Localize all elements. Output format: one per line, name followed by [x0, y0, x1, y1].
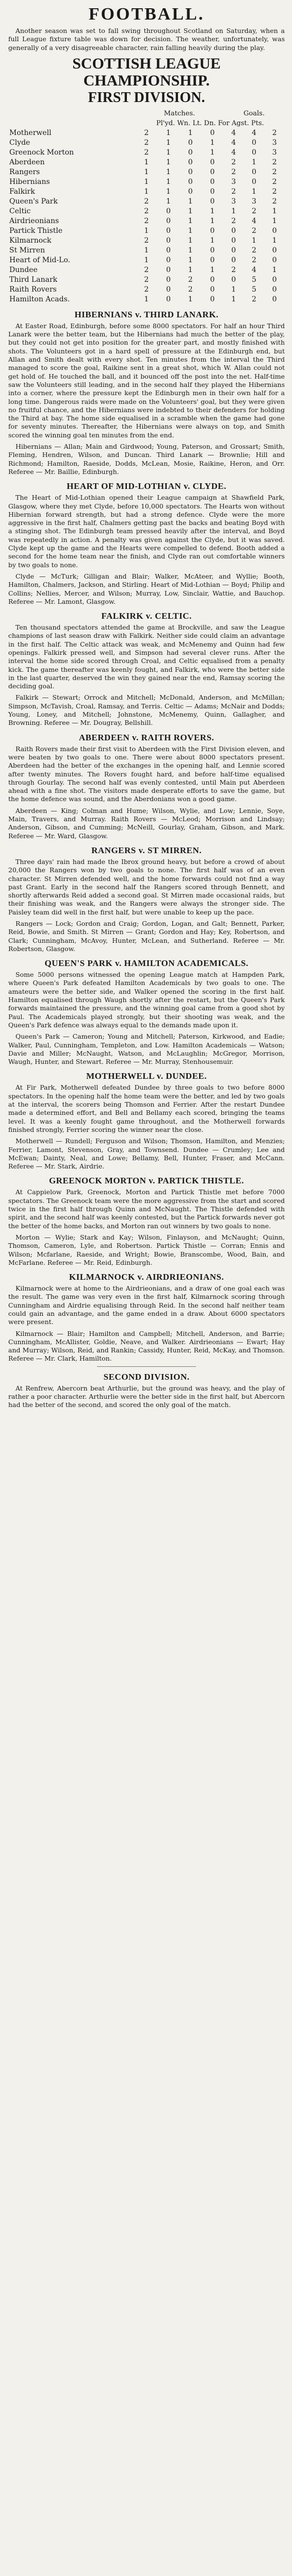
stat-d: 1	[210, 148, 215, 157]
match-paragraph: Morton — Wylie; Stark and Kay; Wilson, Finlayson, and McNaught; Quinn, Thomson, Cameron, Lyle, and Robertson. Partick Thistle — Corran; Ennis and Wilson; Mcfarlane, Raeside, and Wright; Bowie, Branscombe, Wood, Bain, and McFarlane. Referee — Mr. Reid, Edinburgh.	[8, 1233, 285, 1266]
team-name: Hibernians	[9, 177, 50, 186]
match-paragraph: Kilmarnock were at home to the Airdrieonians, and a draw of one goal each was the result. The game was very even in the first half, Kilmarnock scoring through Cunningham and Airdrie equalising through Reid. In the second half neither team could gain an advantage, and the game ended in a draw. About 6000 spectators were present.	[8, 1284, 285, 1326]
stat-f: 2	[231, 158, 236, 166]
stat-pl: 2	[144, 148, 149, 157]
match-heading: GREENOCK MORTON v. PARTICK THISTLE.	[48, 1176, 245, 1186]
stat-a: 0	[252, 167, 256, 176]
team-name: Kilmarnock	[9, 236, 52, 245]
stat-f: 2	[231, 187, 236, 196]
match-paragraph: Rangers — Lock; Gordon and Craig; Gordon, Logan, and Galt; Bennett, Parker, Reid, Bowie, and Smith. St Mirren — Grant; Gordon and Hay; Key, Robertson, and Clark; Cunningham, McAvoy, Hunter, McLean, and Sutherland. Referee — Mr. Robertson, Glasgow.	[8, 920, 285, 953]
stat-w: 0	[166, 265, 171, 274]
stat-pl: 1	[144, 167, 149, 176]
stat-w: 1	[166, 177, 171, 186]
stat-w: 0	[166, 256, 171, 264]
stat-w: 0	[166, 207, 171, 215]
stat-w: 0	[166, 226, 171, 235]
table-row	[8, 256, 285, 265]
match-heading: QUEEN'S PARK v. HAMILTON ACADEMICALS.	[44, 958, 249, 969]
stat-a: 1	[252, 187, 256, 196]
team-name: Dundee	[9, 265, 38, 274]
team-name: St Mirren	[9, 246, 45, 255]
stat-a: 1	[252, 158, 256, 166]
stat-p: 0	[272, 275, 277, 284]
stat-w: 1	[166, 167, 171, 176]
stat-f: 0	[231, 275, 236, 284]
stat-p: 2	[272, 128, 277, 137]
team-name: Partick Thistle	[9, 226, 63, 235]
stat-p: 0	[272, 295, 277, 303]
match-paragraph: At Cappielow Park, Greenock, Morton and Partick Thistle met before 7000 spectators. The Greenock team were the more aggressive from the start and scored twice in the first half through Quinn and McNaught. The Thistle defended with spirit, and the second half was keenly contested, but the Partick forwards never got the better of the home backs, and Morton ran out winners by two goals to none.	[8, 1188, 285, 1230]
match-heading: HEART OF MID-LOTHIAN v. CLYDE.	[67, 481, 226, 492]
team-name: Airdrieonians	[9, 216, 59, 225]
stat-pl: 2	[144, 128, 149, 137]
stat-a: 2	[252, 295, 256, 303]
stat-p: 1	[272, 236, 277, 245]
stat-p: 1	[272, 216, 277, 225]
stat-pl: 2	[144, 285, 149, 294]
stat-l: 2	[188, 285, 193, 294]
championship-title: SCOTTISH LEAGUE CHAMPIONSHIP.	[72, 55, 221, 89]
col-matches-header: Matches.	[164, 109, 196, 117]
stat-w: 0	[166, 236, 171, 245]
stat-pl: 1	[144, 177, 149, 186]
stat-pl: 1	[144, 295, 149, 303]
stat-l: 1	[188, 236, 193, 245]
match-paragraph: Hibernians — Allan; Main and Girdwood; Young, Paterson, and Grossart; Smith, Fleming, Hendren, Wilson, and Duncan. Third Lanark — Brownlie; Hill and Richmond; Hamilton, Raeside, Dodds, McLean, Mosie, Raikine, Heron, and Orr. Referee — Mr. Baillie, Edinburgh.	[8, 443, 285, 476]
stat-a: 4	[252, 216, 256, 225]
stat-d: 0	[210, 167, 215, 176]
league-table-group-header	[8, 109, 285, 118]
table-row	[8, 187, 285, 197]
stat-a: 5	[252, 285, 256, 294]
stat-p: 0	[272, 285, 277, 294]
stat-f: 2	[231, 216, 236, 225]
table-row	[8, 265, 285, 275]
second-division-paragraph: At Renfrew, Abercorn beat Arthurlie, but the ground was heavy, and the play of rather a poor character. Arthurlie were the better side in the first half, but Abercorn had the better of the second, and scored the only goal of the match.	[8, 1384, 285, 1409]
match-paragraph: Some 5000 persons witnessed the opening League match at Hampden Park, where Queen's Park defeated Hamilton Academicals by two goals to one. The amateurs were the better side, and Walker opened the scoring in the first half. Hamilton equalised through Waugh shortly after the restart, but the Queen's Park forwards maintained the pressure, and the winning goal came from a good shot by Paul. The Academicals played strongly, but their shooting was weak, and the Queen's Park defence was always equal to the demands made upon it.	[8, 971, 285, 1029]
stat-f: 4	[231, 138, 236, 147]
stat-l: 0	[188, 138, 193, 147]
stat-f: 4	[231, 148, 236, 157]
team-name: Falkirk	[9, 187, 35, 196]
stat-l: 0	[188, 177, 193, 186]
stat-pl: 1	[144, 226, 149, 235]
stat-pl: 1	[144, 246, 149, 255]
stat-l: 1	[188, 216, 193, 225]
stat-d: 0	[210, 285, 215, 294]
team-name: Rangers	[9, 167, 40, 176]
stat-w: 1	[166, 187, 171, 196]
stat-w: 0	[166, 246, 171, 255]
match-heading: FALKIRK v. CELTIC.	[101, 611, 192, 621]
team-name: Hamilton Acads.	[9, 295, 70, 303]
table-row	[8, 226, 285, 236]
stat-d: 0	[210, 187, 215, 196]
team-name: Celtic	[9, 207, 31, 215]
section-rule	[97, 1366, 197, 1367]
stat-pl: 2	[144, 207, 149, 215]
match-paragraph: At Fir Park, Motherwell defeated Dundee by three goals to two before 8000 spectators. In the opening half the home team were the better, and led by two goals at the interval, the scorers being Thomson and Ferrier. After the restart Dundee made a determined effort, and Bell and Bellamy each scored, bringing the teams level. It was a keenly fought game throughout, and the Motherwell forwards finished strongly, Ferrier scoring the winner near the close.	[8, 1083, 285, 1133]
second-division-reports	[8, 1384, 285, 1410]
stat-w: 1	[166, 158, 171, 166]
stat-f: 0	[231, 236, 236, 245]
stat-a: 0	[252, 148, 256, 157]
col-heads: Pl'yd. Wn. Lt. Dn. For Agst. Pts.	[156, 119, 264, 127]
match-paragraph: Queen's Park — Cameron; Young and Mitchell; Paterson, Kirkwood, and Eadie; Walker, Paul, Cunningham, Templeton, and Low. Hamilton Academicals — Watson; Davie and Miller; McNaught, Watson, and McLaughlin; McGregor, Morrison, Waugh, Hunter, and Stewart. Referee — Mr. Murray, Stenhousemuir.	[8, 1032, 285, 1066]
stat-a: 2	[252, 256, 256, 264]
stat-a: 3	[252, 197, 256, 206]
match-paragraph: Falkirk — Stewart; Orrock and Mitchell; McDonald, Anderson, and McMillan; Simpson, McTavish, Croal, Ramsay, and Terris. Celtic — Adams; McNair and Dodds; Young, Loney, and Mitchell; Johnstone, McMenemy, Quinn, Gallagher, and Browning. Referee — Mr. Dougray, Bellshill.	[8, 693, 285, 727]
division-title: FIRST DIVISION.	[88, 89, 205, 106]
table-row	[8, 207, 285, 216]
stat-f: 3	[231, 197, 236, 206]
stat-l: 1	[188, 207, 193, 215]
team-name: Greenock Morton	[9, 148, 74, 157]
stat-l: 0	[188, 158, 193, 166]
stat-a: 0	[252, 138, 256, 147]
match-heading: KILMARNOCK v. AIRDRIEONIANS.	[69, 1272, 224, 1282]
table-row	[8, 295, 285, 304]
stat-p: 2	[272, 187, 277, 196]
match-heading: ABERDEEN v. RAITH ROVERS.	[78, 732, 215, 742]
stat-w: 1	[166, 138, 171, 147]
stat-l: 1	[188, 128, 193, 137]
league-table-column-header	[8, 118, 285, 128]
stat-w: 0	[166, 295, 171, 303]
match-heading: RANGERS v. ST MIRREN.	[91, 845, 202, 855]
stat-p: 0	[272, 256, 277, 264]
stat-l: 1	[188, 226, 193, 235]
stat-pl: 2	[144, 216, 149, 225]
stat-p: 0	[272, 226, 277, 235]
stat-l: 1	[188, 256, 193, 264]
stat-l: 0	[188, 187, 193, 196]
stat-f: 3	[231, 177, 236, 186]
stat-p: 2	[272, 158, 277, 166]
table-row	[8, 275, 285, 285]
stat-d: 0	[210, 256, 215, 264]
stat-pl: 1	[144, 187, 149, 196]
stat-pl: 2	[144, 275, 149, 284]
stat-l: 0	[188, 167, 193, 176]
match-paragraph: Kilmarnock — Blair; Hamilton and Campbell; Mitchell, Anderson, and Barrie; Cunningham, McAllister, Goldie, Neave, and Walker. Airdrieonians — Ewart; Hay and Murray; Wilson, Reid, and Rankin; Cassidy, Hunter, Reid, McKay, and Thomson. Referee — Mr. Clark, Hamilton.	[8, 1329, 285, 1363]
stat-pl: 2	[144, 265, 149, 274]
stat-d: 0	[210, 246, 215, 255]
table-row	[8, 246, 285, 256]
col-goals-header: Goals.	[244, 109, 265, 117]
stat-l: 1	[188, 246, 193, 255]
stat-d: 1	[210, 265, 215, 274]
stat-f: 2	[231, 167, 236, 176]
stat-d: 1	[210, 236, 215, 245]
stat-p: 1	[272, 265, 277, 274]
stat-f: 0	[231, 256, 236, 264]
stat-f: 4	[231, 128, 236, 137]
team-name: Aberdeen	[9, 158, 45, 166]
stat-l: 1	[188, 295, 193, 303]
stat-a: 4	[252, 265, 256, 274]
stat-p: 2	[272, 167, 277, 176]
table-row	[8, 197, 285, 207]
stat-a: 5	[252, 275, 256, 284]
team-name: Queen's Park	[9, 197, 58, 206]
team-name: Raith Rovers	[9, 285, 57, 294]
stat-f: 1	[231, 207, 236, 215]
stat-f: 1	[231, 295, 236, 303]
stat-d: 0	[210, 158, 215, 166]
stat-w: 0	[166, 275, 171, 284]
stat-w: 1	[166, 197, 171, 206]
match-paragraph: Three days' rain had made the Ibrox ground heavy, but before a crowd of about 20,000 the Rangers won by two goals to none. The first half was of an even character. St Mirren defended well, and the home forwards could not find a way past Grant. Early in the second half the Rangers scored through Bennett, and shortly afterwards Reid added a second goal. St Mirren made occasional raids, but their finishing was weak, and the Rangers were always the stronger side. The Paisley team did well in the first half, but were unable to keep up the pace.	[8, 857, 285, 916]
stat-l: 2	[188, 275, 193, 284]
stat-pl: 2	[144, 138, 149, 147]
table-row	[8, 167, 285, 177]
stat-p: 0	[272, 246, 277, 255]
stat-d: 1	[210, 138, 215, 147]
table-row	[8, 285, 285, 295]
stat-pl: 1	[144, 256, 149, 264]
table-row	[8, 158, 285, 167]
stat-d: 1	[210, 207, 215, 215]
stat-a: 0	[252, 177, 256, 186]
stat-p: 3	[272, 148, 277, 157]
stat-w: 0	[166, 216, 171, 225]
match-paragraph: Motherwell — Rundell; Ferguson and Wilson; Thomson, Hamilton, and Menzies; Ferrier, Lamont, Stevenson, Gray, and Townsend. Dundee — Crumley; Lee and McEwan; Dainty, Neal, and Lowe; Bellamy, Bell, Hunter, Fraser, and McCann. Referee — Mr. Stark, Airdrie.	[8, 1137, 285, 1171]
stat-f: 2	[231, 265, 236, 274]
match-heading: HIBERNIANS v. THIRD LANARK.	[74, 309, 219, 319]
second-division-heading: SECOND DIVISION.	[103, 1371, 190, 1382]
stat-d: 0	[210, 226, 215, 235]
stat-pl: 1	[144, 158, 149, 166]
match-reports	[8, 310, 285, 1363]
stat-l: 1	[188, 197, 193, 206]
table-row	[8, 236, 285, 246]
match-paragraph: The Heart of Mid-Lothian opened their League campaign at Shawfield Park, Glasgow, where they met Clyde, before 10,000 spectators. The Hearts won without Hibernian forward strength, but had a strong defence. Clyde were the more aggressive in the first half, Chalmers getting past the backs and beating Boyd with a stinging shot. The Edinburgh team pressed heavily after the interval, and Boyd was repeatedly in action. A penalty was given against the Clyde, but it was saved. Clyde kept up the game and the Hearts were compelled to defend. Booth added a second for the home team near the finish, and Clyde ran out comfortable winners by two goals to none.	[8, 494, 285, 569]
stat-a: 2	[252, 246, 256, 255]
table-row	[8, 128, 285, 138]
stat-f: 0	[231, 246, 236, 255]
stat-p: 2	[272, 177, 277, 186]
stat-f: 0	[231, 226, 236, 235]
stat-d: 1	[210, 216, 215, 225]
stat-w: 0	[166, 285, 171, 294]
match-heading: MOTHERWELL v. DUNDEE.	[86, 1071, 207, 1081]
stat-p: 2	[272, 197, 277, 206]
stat-d: 0	[210, 275, 215, 284]
league-table	[8, 109, 285, 304]
team-name: Third Lanark	[9, 275, 58, 284]
stat-a: 1	[252, 236, 256, 245]
table-row	[8, 177, 285, 187]
stat-pl: 2	[144, 197, 149, 206]
stat-a: 2	[252, 207, 256, 215]
stat-d: 0	[210, 128, 215, 137]
table-row	[8, 148, 285, 158]
stat-l: 0	[188, 148, 193, 157]
table-row	[8, 138, 285, 148]
stat-f: 1	[231, 285, 236, 294]
team-name: Clyde	[9, 138, 30, 147]
team-name: Motherwell	[9, 128, 52, 137]
table-row	[8, 216, 285, 226]
stat-l: 1	[188, 265, 193, 274]
stat-d: 0	[210, 177, 215, 186]
match-paragraph: Clyde — McTurk; Gilligan and Blair; Walker, McAteer, and Wyllie; Booth, Hamilton, Chalmers, Jackson, and Stirling. Heart of Mid-Lothian — Boyd; Philip and Collins; Nellies, Mercer, and Wilson; Murray, Low, Sinclair, Wattie, and Bauchop. Referee — Mr. Lamont, Glasgow.	[8, 572, 285, 605]
stat-a: 2	[252, 226, 256, 235]
stat-a: 4	[252, 128, 256, 137]
stat-w: 1	[166, 128, 171, 137]
team-name: Heart of Mid-Lo.	[9, 256, 71, 264]
page-heading: FOOTBALL.	[88, 5, 205, 24]
stat-d: 0	[210, 295, 215, 303]
intro-paragraph: Another season was set to fall swing throughout Scotland on Saturday, when a full League fixture table was down for decision. The weather, unfortunately, was generally of a very disagreeable character, rain falling heavily during the play.	[8, 27, 285, 52]
stat-pl: 2	[144, 236, 149, 245]
match-paragraph: At Easter Road, Edinburgh, before some 8000 spectators. For half an hour Third Lanark were the better team, but the Hibernians had much the better of the play, but they could not get into position for the greater part, and mostly finished with shots. The Volunteers got in a hard spell of pressure at the Edinburgh end, but Allan and Smith dealt with every shot. Ten minutes from the interval the Third managed to score the goal, Raikine sent in a great shot, which W. Allan could not get hold of. He touched the ball, and it bounced off the post into the net. Half-time saw the Volunteers still leading, and in the second half they played the Hibernians into a corner, where the pressure kept the Edinburgh men in their own half for a long time. Dangerous raids were made on the Volunteers' goal, but they were given no fruitful chance, and the Hibernians were indebted to their defenders for holding the Third at bay. The home side equalised in a scramble when the game had gone for seventy minutes. Thereafter, the Hibernians were always on top, and Smith scored the winning goal ten minutes from the end.	[8, 321, 285, 439]
match-paragraph: Raith Rovers made their first visit to Aberdeen with the First Division eleven, and were beaten by two goals to one. There were about 8000 spectators present. Aberdeen had the better of the exchanges in the opening half, and Lennie scored after twenty minutes. The Rovers fought hard, and before half-time equalised through Gourlay. The second half was evenly contested, until Main put Aberdeen ahead with a fine shot. The visitors made desperate efforts to save the game, but the home defence was sound, and the Aberdonians won a good game.	[8, 744, 285, 803]
match-paragraph: Aberdeen — King; Colman and Hume; Wilson, Wylie, and Low; Lennie, Soye, Main, Travers, and Murray. Raith Rovers — McLeod; Morrison and Lindsay; Anderson, Gibson, and Cumming; McNeill, Gourlay, Graham, Gibson, and Mark. Referee — Mr. Ward, Glasgow.	[8, 806, 285, 840]
stat-p: 1	[272, 207, 277, 215]
stat-p: 3	[272, 138, 277, 147]
stat-d: 0	[210, 197, 215, 206]
match-paragraph: Ten thousand spectators attended the game at Brockville, and saw the League champions of last season draw with Falkirk. Neither side could claim an advantage in the first half. The Celtic attack was weak, and McMenemy and Quinn had few openings. Falkirk pressed well, and Simpson had several clever runs. After the interval the home side scored through Croal, and Celtic equalised from a penalty kick. The game thereafter was keenly fought, and Falkirk, who were the better side in the last quarter, deserved the win they gained near the end, Ramsay scoring the deciding goal.	[8, 623, 285, 690]
stat-w: 1	[166, 148, 171, 157]
